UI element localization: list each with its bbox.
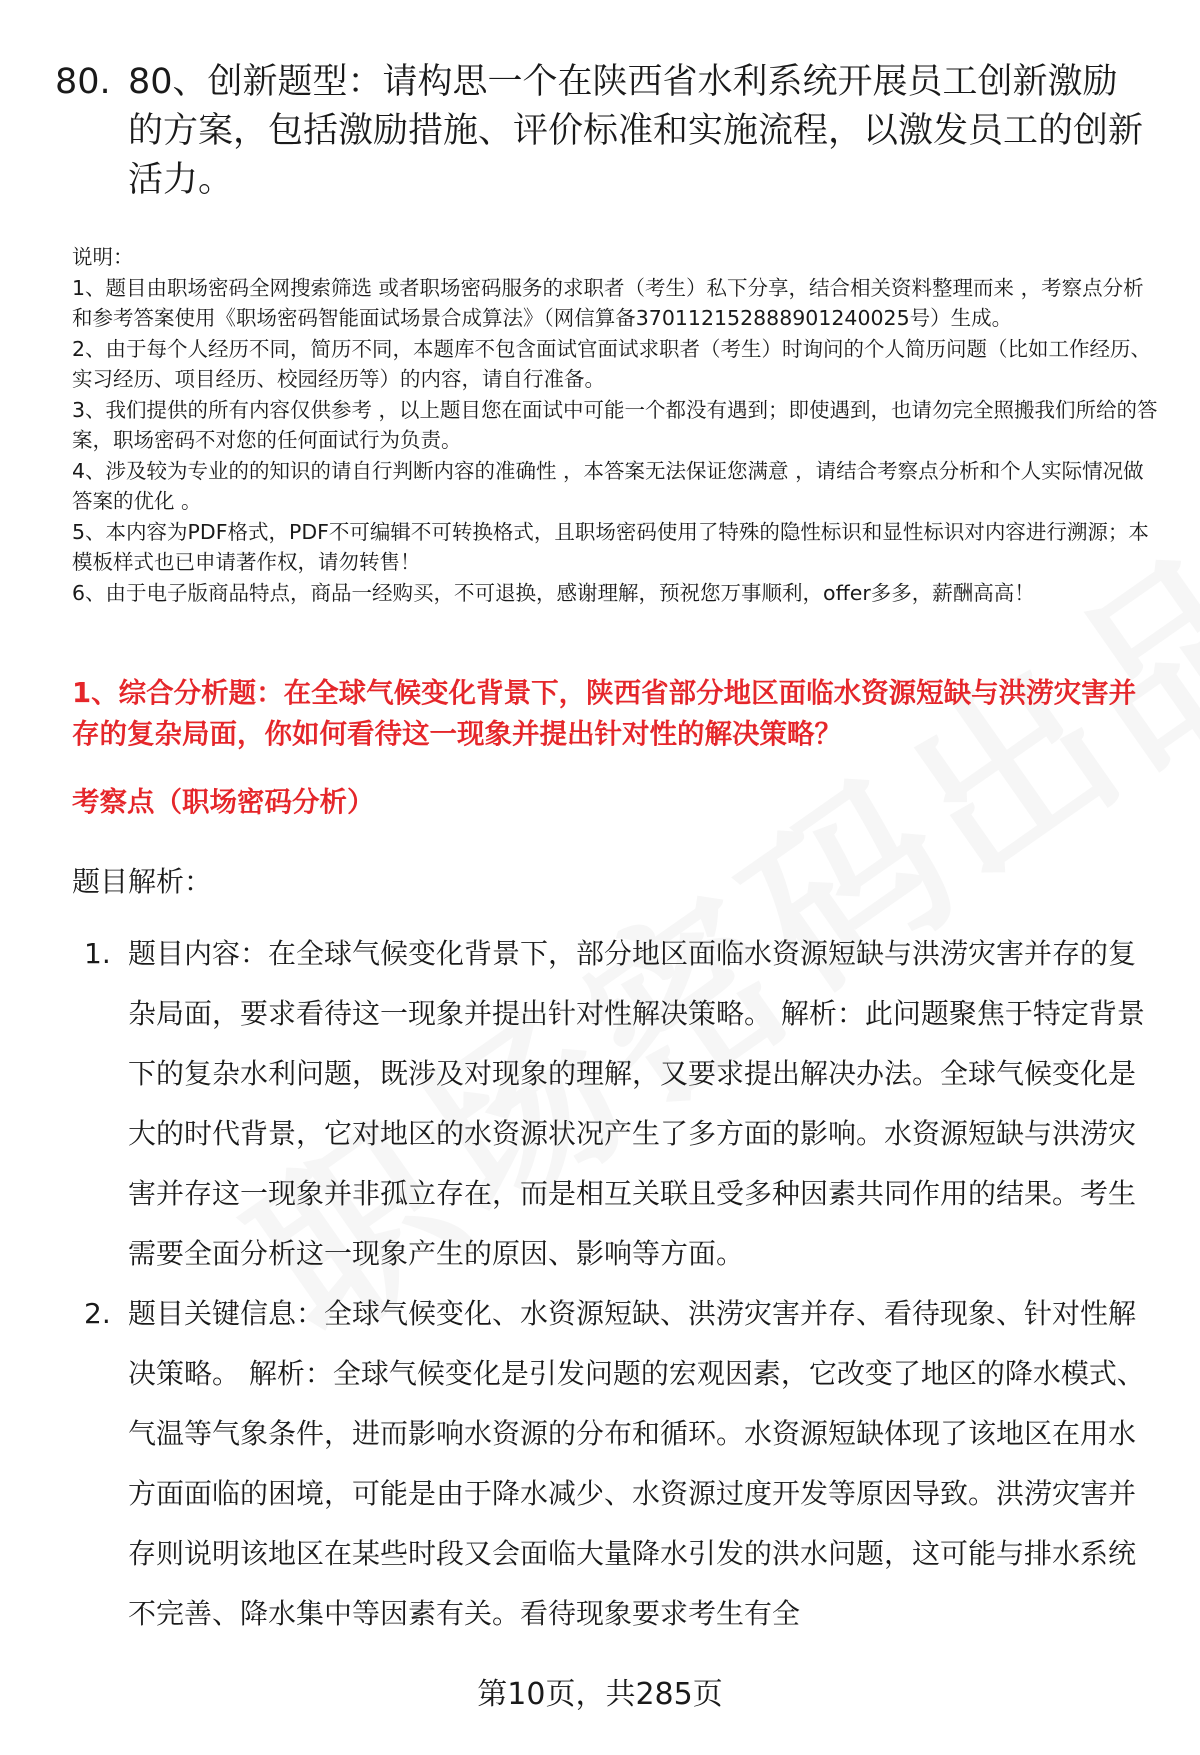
- note-item-2: 2、由于每个人经历不同，简历不同，本题库不包含面试官面试求职者（考生）时询问的个人简历问题（比如工作经历、实习经历、项目经历、校园经历等）的内容，请自行准备。: [72, 336, 1152, 391]
- analysis-list: [72, 924, 1152, 1644]
- analysis-label: 题目解析：: [72, 865, 213, 898]
- question-block: [55, 58, 1145, 205]
- question-text: 80、创新题型：请构思一个在陕西省水利系统开展员工创新激励的方案，包括激励措施、评价标准和实施流程，以激发员工的创新活力。: [128, 62, 1144, 200]
- note-item-6: 6、由于电子版商品特点，商品一经购买，不可退换，感谢理解，预祝您万事顺利，offer多多，薪酬高高！: [72, 580, 1035, 605]
- page-number-footer: 第10页，共285页: [477, 1677, 723, 1712]
- list-item-number: 1.: [84, 937, 111, 970]
- note-item-1: 1、题目由职场密码全网搜索筛选 或者职场密码服务的求职者（考生）私下分享，结合相关资料整理而来 ，考察点分析和参考答案使用《职场密码智能面试场景合成算法》（网信算备370112152888901240025号）生成。: [72, 275, 1144, 330]
- section-heading: 1、综合分析题：在全球气候变化背景下，陕西省部分地区面临水资源短缺与洪涝灾害并存的复杂局面，你如何看待这一现象并提出针对性的解决策略？: [72, 677, 1137, 750]
- analysis-heading: 考察点（职场密码分析）: [72, 786, 375, 818]
- notes-section: [72, 242, 1162, 608]
- note-item-5: 5、本内容为PDF格式，PDF不可编辑不可转换格式，且职场密码使用了特殊的隐性标识和显性标识对内容进行溯源；本模板样式也已申请著作权，请勿转售！: [72, 519, 1149, 574]
- question-number: 80.: [55, 62, 111, 102]
- list-item-text: 题目关键信息：全球气候变化、水资源短缺、洪涝灾害并存、看待现象、针对性解决策略。 解析：全球气候变化是引发问题的宏观因素，它改变了地区的降水模式、气温等气象条件，进而影响水资源的分布和循环。水资源短缺体现了该地区在用水方面面临的困境，可能是由于降水减少、水资源过度开发等原因导致。洪涝灾害并存则说明该地区在某些时段又会面临大量降水引发的洪水问题，这可能与排水系统不完善、降水集中等因素有关。看待现象要求考生有全: [128, 1297, 1145, 1630]
- notes-title: 说明：: [72, 245, 134, 269]
- list-item: [72, 924, 1152, 1284]
- list-item-number: 2.: [84, 1297, 111, 1330]
- note-item-3: 3、我们提供的所有内容仅供参考 ，以上题目您在面试中可能一个都没有遇到；即使遇到，也请勿完全照搬我们所给的答案，职场密码不对您的任何面试行为负责。: [72, 397, 1158, 452]
- list-item: [72, 1284, 1152, 1644]
- note-item-4: 4、涉及较为专业的的知识的请自行判断内容的准确性 ，本答案无法保证您满意 ，请结合考察点分析和个人实际情况做答案的优化 。: [72, 458, 1144, 513]
- list-item-text: 题目内容：在全球气候变化背景下，部分地区面临水资源短缺与洪涝灾害并存的复杂局面，要求看待这一现象并提出针对性解决策略。 解析：此问题聚焦于特定背景下的复杂水利问题，既涉及对现象的理解，又要求提出解决办法。全球气候变化是大的时代背景，它对地区的水资源状况产生了多方面的影响。水资源短缺与洪涝灾害并存这一现象并非孤立存在，而是相互关联且受多种因素共同作用的结果。考生需要全面分析这一现象产生的原因、影响等方面。: [128, 937, 1145, 1270]
